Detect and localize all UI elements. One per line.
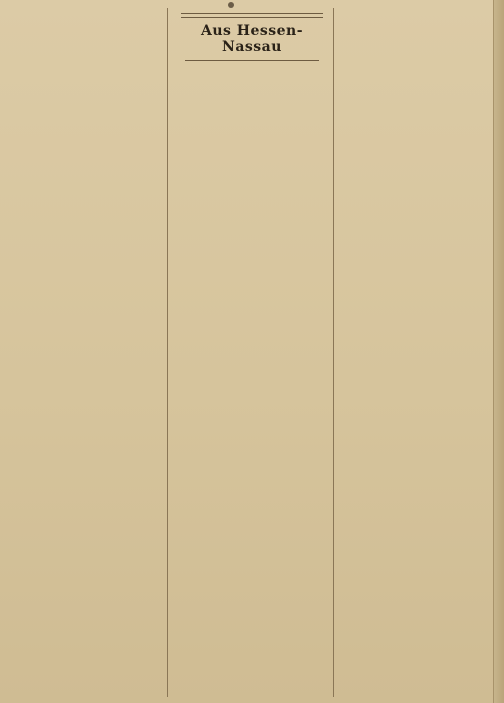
column-right [337,8,494,697]
section-heading: Aus Hessen-Nassau [200,23,304,55]
column-middle [171,8,334,697]
column-left [8,8,168,697]
page-binding-edge [493,0,504,703]
column-grid [8,8,494,697]
heading-underline [185,60,319,61]
section-divider [181,13,323,18]
